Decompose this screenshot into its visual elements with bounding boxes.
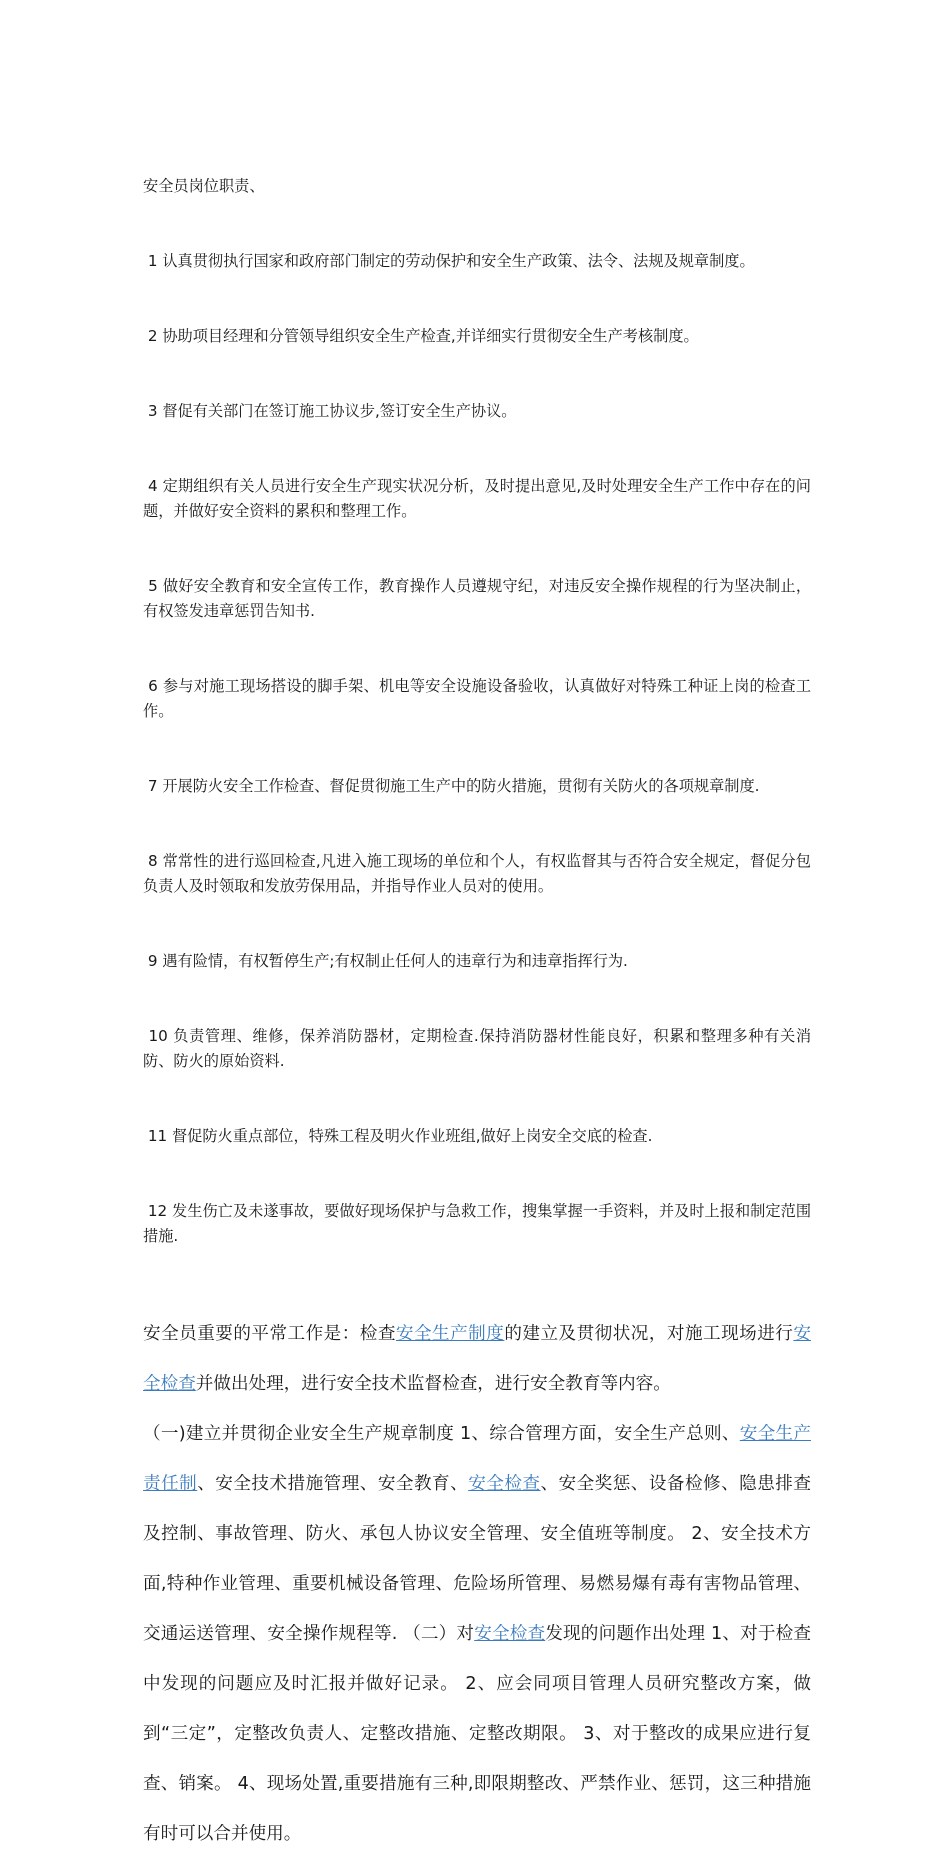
link-safety-inspection-2[interactable]: 安全检查 [468,1474,541,1494]
duty-item-6: 6 参与对施工现场搭设的脚手架、机电等安全设施设备验收，认真做好对特殊工种证上岗的检查工作。 [143,677,812,720]
duty-item-1: 1 认真贯彻执行国家和政府部门制定的劳动保护和安全生产政策、法令、法规及规章制度。 [143,252,755,270]
link-safety-responsibility-system[interactable]: 安全生产责任制 [143,1424,811,1494]
duty-item-11: 11 督促防火重点部位，特殊工程及明火作业班组,做好上岗安全交底的检查. [143,1127,653,1145]
daily-work-paragraph [143,1309,811,1409]
duty-item-3: 3 督促有关部门在签订施工协议步,签订安全生产协议。 [143,402,517,420]
duty-item-12: 12 发生伤亡及未遂事故，要做好现场保护与急救工作，搜集掌握一手资料，并及时上报和制定范围措施. [143,1202,812,1245]
duties-title: 安全员岗位职责、 [143,177,265,195]
daily-work-text-2: 的建立及贯彻状况，对施工现场进行 [504,1324,794,1344]
duty-item-7: 7 开展防火安全工作检查、督促贯彻施工生产中的防火措施，贯彻有关防火的各项规章制度. [143,777,760,795]
daily-work-text-1: 安全员重要的平常工作是：检查 [143,1324,396,1344]
link-safety-inspection-3[interactable]: 安全检查 [474,1624,546,1644]
link-safety-production-system[interactable]: 安全生产制度 [395,1324,505,1344]
duties-section [143,124,811,1299]
duty-item-5: 5 做好安全教育和安全宣传工作，教育操作人员遵规守纪，对违反安全操作规程的行为坚决制止，有权签发违章惩罚告知书. [143,577,812,620]
regulations-text-1: （一)建立并贯彻企业安全生产规章制度 1、综合管理方面，安全生产总则、 [143,1424,740,1444]
regulations-text-4: 发现的问题作出处理 1、对于检查中发现的问题应及时汇报并做好记录。 2、应会同项目管理人员研究整改方案，做到“三定”，定整改负责人、定整改措施、定整改期限。 3、对于整改的成果应进行复查、销案。 4、现场处置,重要措施有三种,即限期整改、严禁作业、惩罚，这三种措施有时可以合并使用。 [143,1624,811,1844]
duty-item-2: 2 协助项目经理和分管领导组织安全生产检查,并详细实行贯彻安全生产考核制度。 [143,327,699,345]
duty-item-8: 8 常常性的进行巡回检查,凡进入施工现场的单位和个人，有权监督其与否符合安全规定，督促分包负责人及时领取和发放劳保用品，并指导作业人员对的使用。 [143,852,811,895]
document-page [143,124,811,1859]
regulations-paragraph [143,1409,811,1859]
link-safety-inspection-1[interactable]: 安全检查 [143,1324,811,1394]
duty-item-9: 9 遇有险情，有权暂停生产;有权制止任何人的违章行为和违章指挥行为. [143,952,628,970]
regulations-text-2: 、安全技术措施管理、安全教育、 [197,1474,469,1494]
duty-item-4: 4 定期组织有关人员进行安全生产现实状况分析，及时提出意见,及时处理安全生产工作中存在的问题，并做好安全资料的累积和整理工作。 [143,477,811,520]
body-text-section [143,1309,811,1859]
regulations-text-3: 、安全奖惩、设备检修、隐患排查及控制、事故管理、防火、承包人协议安全管理、安全值班等制度。 2、安全技术方面,特种作业管理、重要机械设备管理、危险场所管理、易燃易爆有毒有害物品管理、交通运送管理、安全操作规程等. （二）对 [143,1474,811,1644]
duty-item-10: 10 负责管理、维修，保养消防器材，定期检查.保持消防器材性能良好，积累和整理多种有关消防、防火的原始资料. [143,1027,812,1070]
daily-work-text-3: 并做出处理，进行安全技术监督检查，进行安全教育等内容。 [195,1374,671,1394]
